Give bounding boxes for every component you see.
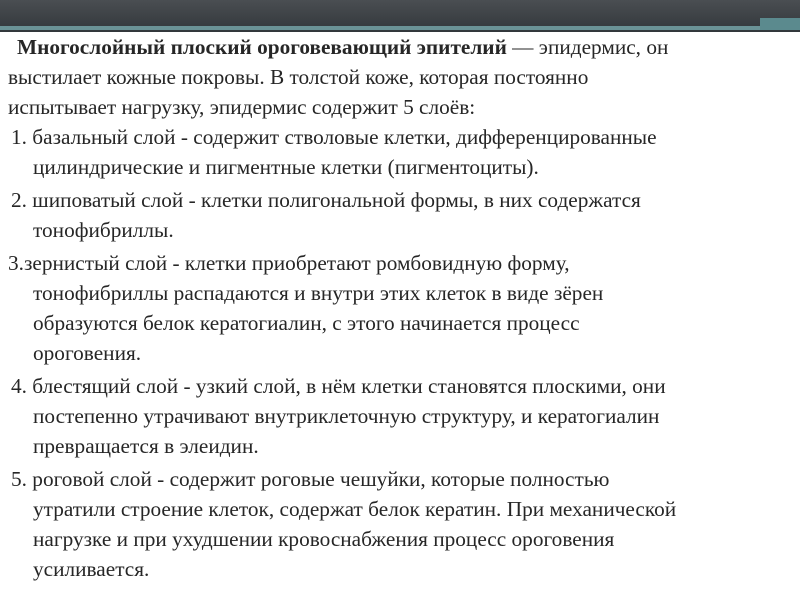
layer-item-line: образуются белок кератогиалин, с этого начинается процесс xyxy=(33,311,580,335)
layer-item-line: тонофибриллы. xyxy=(33,218,174,242)
layer-item-line: 3.зернистый слой - клетки приобретают ромбовидную форму, xyxy=(8,251,570,275)
slide-body-text xyxy=(8,32,800,584)
layer-item-line: превращается в элеидин. xyxy=(33,434,259,458)
intro-line-1-rest: — эпидермис, он xyxy=(506,35,669,59)
slide-header-accent-line xyxy=(0,26,800,30)
layer-item-line: ороговения. xyxy=(33,341,142,365)
layer-item-line: 4. блестящий слой - узкий слой, в нём клетки становятся плоскими, они xyxy=(11,374,666,398)
layer-item-line: 5. роговой слой - содержит роговые чешуйки, которые полностью xyxy=(11,467,610,491)
layer-item-line: утратили строение клеток, содержат белок кератин. При механической xyxy=(33,497,677,521)
layer-item-corneum xyxy=(8,464,800,584)
layer-item-line: тонофибриллы распадаются и внутри этих клеток в виде зёрен xyxy=(33,281,604,305)
layer-item-lucid xyxy=(8,371,800,461)
layer-item-line: 2. шиповатый слой - клетки полигональной формы, в них содержатся xyxy=(11,188,641,212)
layer-item-line: цилиндрические и пигментные клетки (пигментоциты). xyxy=(33,155,539,179)
layer-item-line: 1. базальный слой - содержит стволовые клетки, дифференцированные xyxy=(11,125,657,149)
layer-item-spinous xyxy=(8,185,800,245)
layer-item-basal xyxy=(8,122,800,182)
intro-line-1 xyxy=(8,32,800,62)
layer-item-line: усиливается. xyxy=(33,557,150,581)
layer-item-line: постепенно утрачивают внутриклеточную структуру, и кератогиалин xyxy=(33,404,660,428)
intro-line-2: выстилает кожные покровы. В толстой коже, которая постоянно xyxy=(8,65,589,89)
layer-item-line: нагрузке и при ухудшении кровоснабжения процесс ороговения xyxy=(33,527,615,551)
intro-line-3: испытывает нагрузку, эпидермис содержит 5 слоёв: xyxy=(8,95,476,119)
intro-bold-term: Многослойный плоский ороговевающий эпителий xyxy=(17,35,507,59)
slide-header-accent-tab xyxy=(760,18,800,30)
layer-item-granular xyxy=(8,248,800,368)
